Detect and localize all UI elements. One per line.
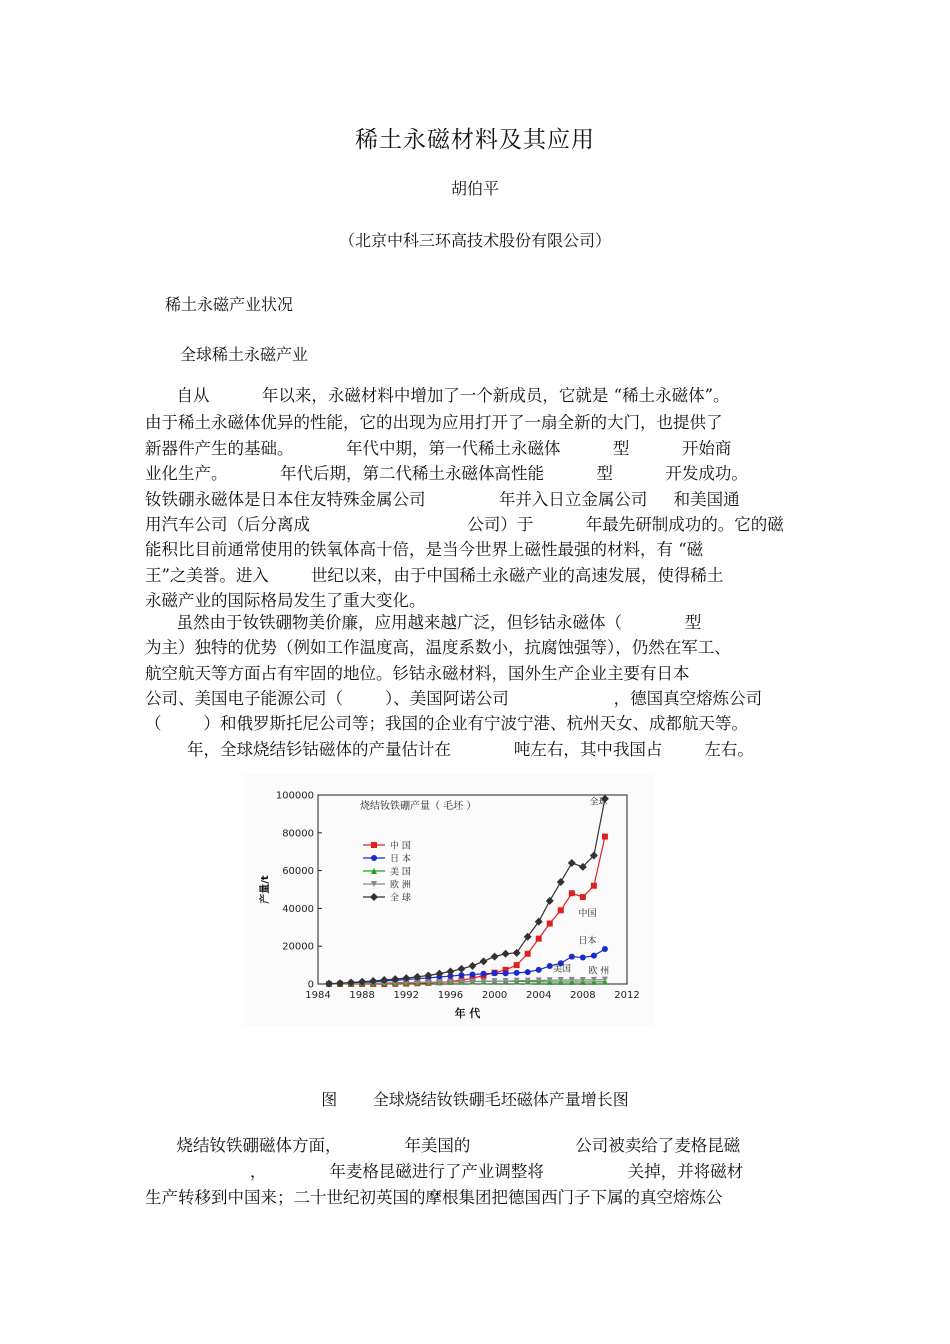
data-point <box>371 842 377 848</box>
paragraph-line: 钕铁硼永磁体是日本住友特殊金属公司 年并入日立金属公司 和美国通 <box>145 490 740 509</box>
section-heading: 稀土永磁产业状况 <box>165 295 294 314</box>
data-point <box>547 921 553 927</box>
y-tick-label: 40000 <box>282 903 314 915</box>
data-point <box>470 972 476 978</box>
data-point <box>525 969 531 975</box>
data-point <box>503 970 509 976</box>
data-point <box>569 954 575 960</box>
legend-label: 欧 洲 <box>390 880 411 891</box>
x-tick-label: 2004 <box>525 990 552 1001</box>
legend-label: 全 球 <box>390 893 411 904</box>
author-name: 胡伯平 <box>450 179 499 198</box>
data-point <box>547 963 553 969</box>
x-tick-label: 1996 <box>437 990 464 1001</box>
data-point <box>602 834 608 840</box>
y-tick-label: 60000 <box>282 866 314 878</box>
document-title: 稀土永磁材料及其应用 <box>355 127 595 153</box>
paragraph-line: 新器件产生的基础。 年代中期，第一代稀土永磁体 型 开始商 <box>145 439 732 458</box>
chart-annotation: 美国 <box>553 964 572 975</box>
data-point <box>558 907 564 913</box>
paragraph-line: 由于稀土永磁体优异的性能，它的出现为应用打开了一扇全新的大门，也提供了 <box>145 413 723 432</box>
paragraph-line: 能积比目前通常使用的铁氧体高十倍，是当今世界上磁性最强的材料，有 “磁 <box>145 540 704 559</box>
production-chart <box>244 774 654 1026</box>
author-affiliation: （北京中科三环高技术股份有限公司） <box>338 231 611 250</box>
paragraph-line: 用汽车公司（后分离成 公司）于 年最先研制成功的。它的磁 <box>145 515 784 534</box>
data-point <box>580 955 586 961</box>
legend-label: 日 本 <box>390 854 411 865</box>
y-tick-label: 0 <box>307 979 314 991</box>
x-tick-label: 1992 <box>393 990 420 1001</box>
data-point <box>591 953 597 959</box>
paragraph-line: ， 年麦格昆磁进行了产业调整将 关掉，并将磁材 <box>145 1162 744 1181</box>
data-point <box>481 971 487 977</box>
x-tick-label: 2008 <box>570 990 596 1001</box>
data-point <box>514 970 520 976</box>
paragraph-line: 航空航天等方面占有牢固的地位。钐钴永磁材料，国外生产企业主要有日本 <box>145 664 690 683</box>
chart-annotation: 全球 <box>589 797 608 808</box>
x-axis-label: 年 代 <box>454 1007 481 1020</box>
paragraph-line: 公司、美国电子能源公司（ ）、美国阿诺公司 ，德国真空熔炼公司 <box>145 689 763 708</box>
y-axis-label: 产量/t <box>260 875 271 904</box>
x-tick-label: 2000 <box>481 990 508 1001</box>
x-tick-label: 2012 <box>614 990 640 1001</box>
data-point <box>569 890 575 896</box>
data-point <box>525 951 531 957</box>
data-point <box>492 970 498 976</box>
paragraph-line: 生产转移到中国来；二十世纪初英国的摩根集团把德国西门子下属的真空熔炼公 <box>145 1188 723 1207</box>
y-tick-label: 100000 <box>275 790 314 802</box>
chart-annotation: 日本 <box>578 936 597 947</box>
figure-caption: 图 全球烧结钕铁硼毛坯磁体产量增长图 <box>321 1090 629 1109</box>
paragraph-line: 王”之美誉。进入 世纪以来，由于中国稀土永磁产业的高速发展，使得稀土 <box>145 566 724 585</box>
data-point <box>591 883 597 889</box>
x-tick-label: 1988 <box>349 990 375 1001</box>
paragraph-line: 年，全球烧结钐钴磁体的产量估计在 吨左右，其中我国占 左右。 <box>145 740 754 759</box>
paragraph-line: 业化生产。 年代后期，第二代稀土永磁体高性能 型 开发成功。 <box>145 464 748 483</box>
data-point <box>580 894 586 900</box>
y-tick-label: 80000 <box>282 828 314 840</box>
subsection-heading: 全球稀土永磁产业 <box>180 345 309 364</box>
paragraph-line: 永磁产业的国际格局发生了重大变化。 <box>145 591 426 610</box>
paragraph-line: 虽然由于钕铁硼物美价廉，应用越来越广泛，但钐钴永磁体（ 型 <box>145 613 702 632</box>
paragraph-line: 自从 年以来，永磁材料中增加了一个新成员，它就是 “稀土永磁体”。 <box>145 386 730 405</box>
chart-title: 烧结钕铁硼产量（ 毛坯 ） <box>360 801 477 812</box>
data-point <box>536 967 542 973</box>
data-point <box>371 855 377 861</box>
paragraph-line: 为主）独特的优势（例如工作温度高，温度系数小，抗腐蚀强等），仍然在军工、 <box>145 638 731 657</box>
data-point <box>458 972 464 978</box>
data-point <box>514 962 520 968</box>
data-point <box>536 936 542 942</box>
chart-annotation: 欧 州 <box>588 966 610 977</box>
chart-annotation: 中国 <box>578 908 597 919</box>
data-point <box>602 946 608 952</box>
paragraph-line: 烧结钕铁硼磁体方面， 年美国的 公司被卖给了麦格昆磁 <box>145 1136 741 1155</box>
paragraph-line: （ ）和俄罗斯托尼公司等；我国的企业有宁波宁港、杭州天女、成都航天等。 <box>145 714 748 733</box>
y-tick-label: 20000 <box>282 941 314 953</box>
legend-label: 中 国 <box>390 841 411 852</box>
x-tick-label: 1984 <box>305 990 331 1001</box>
legend-label: 美 国 <box>390 867 411 878</box>
